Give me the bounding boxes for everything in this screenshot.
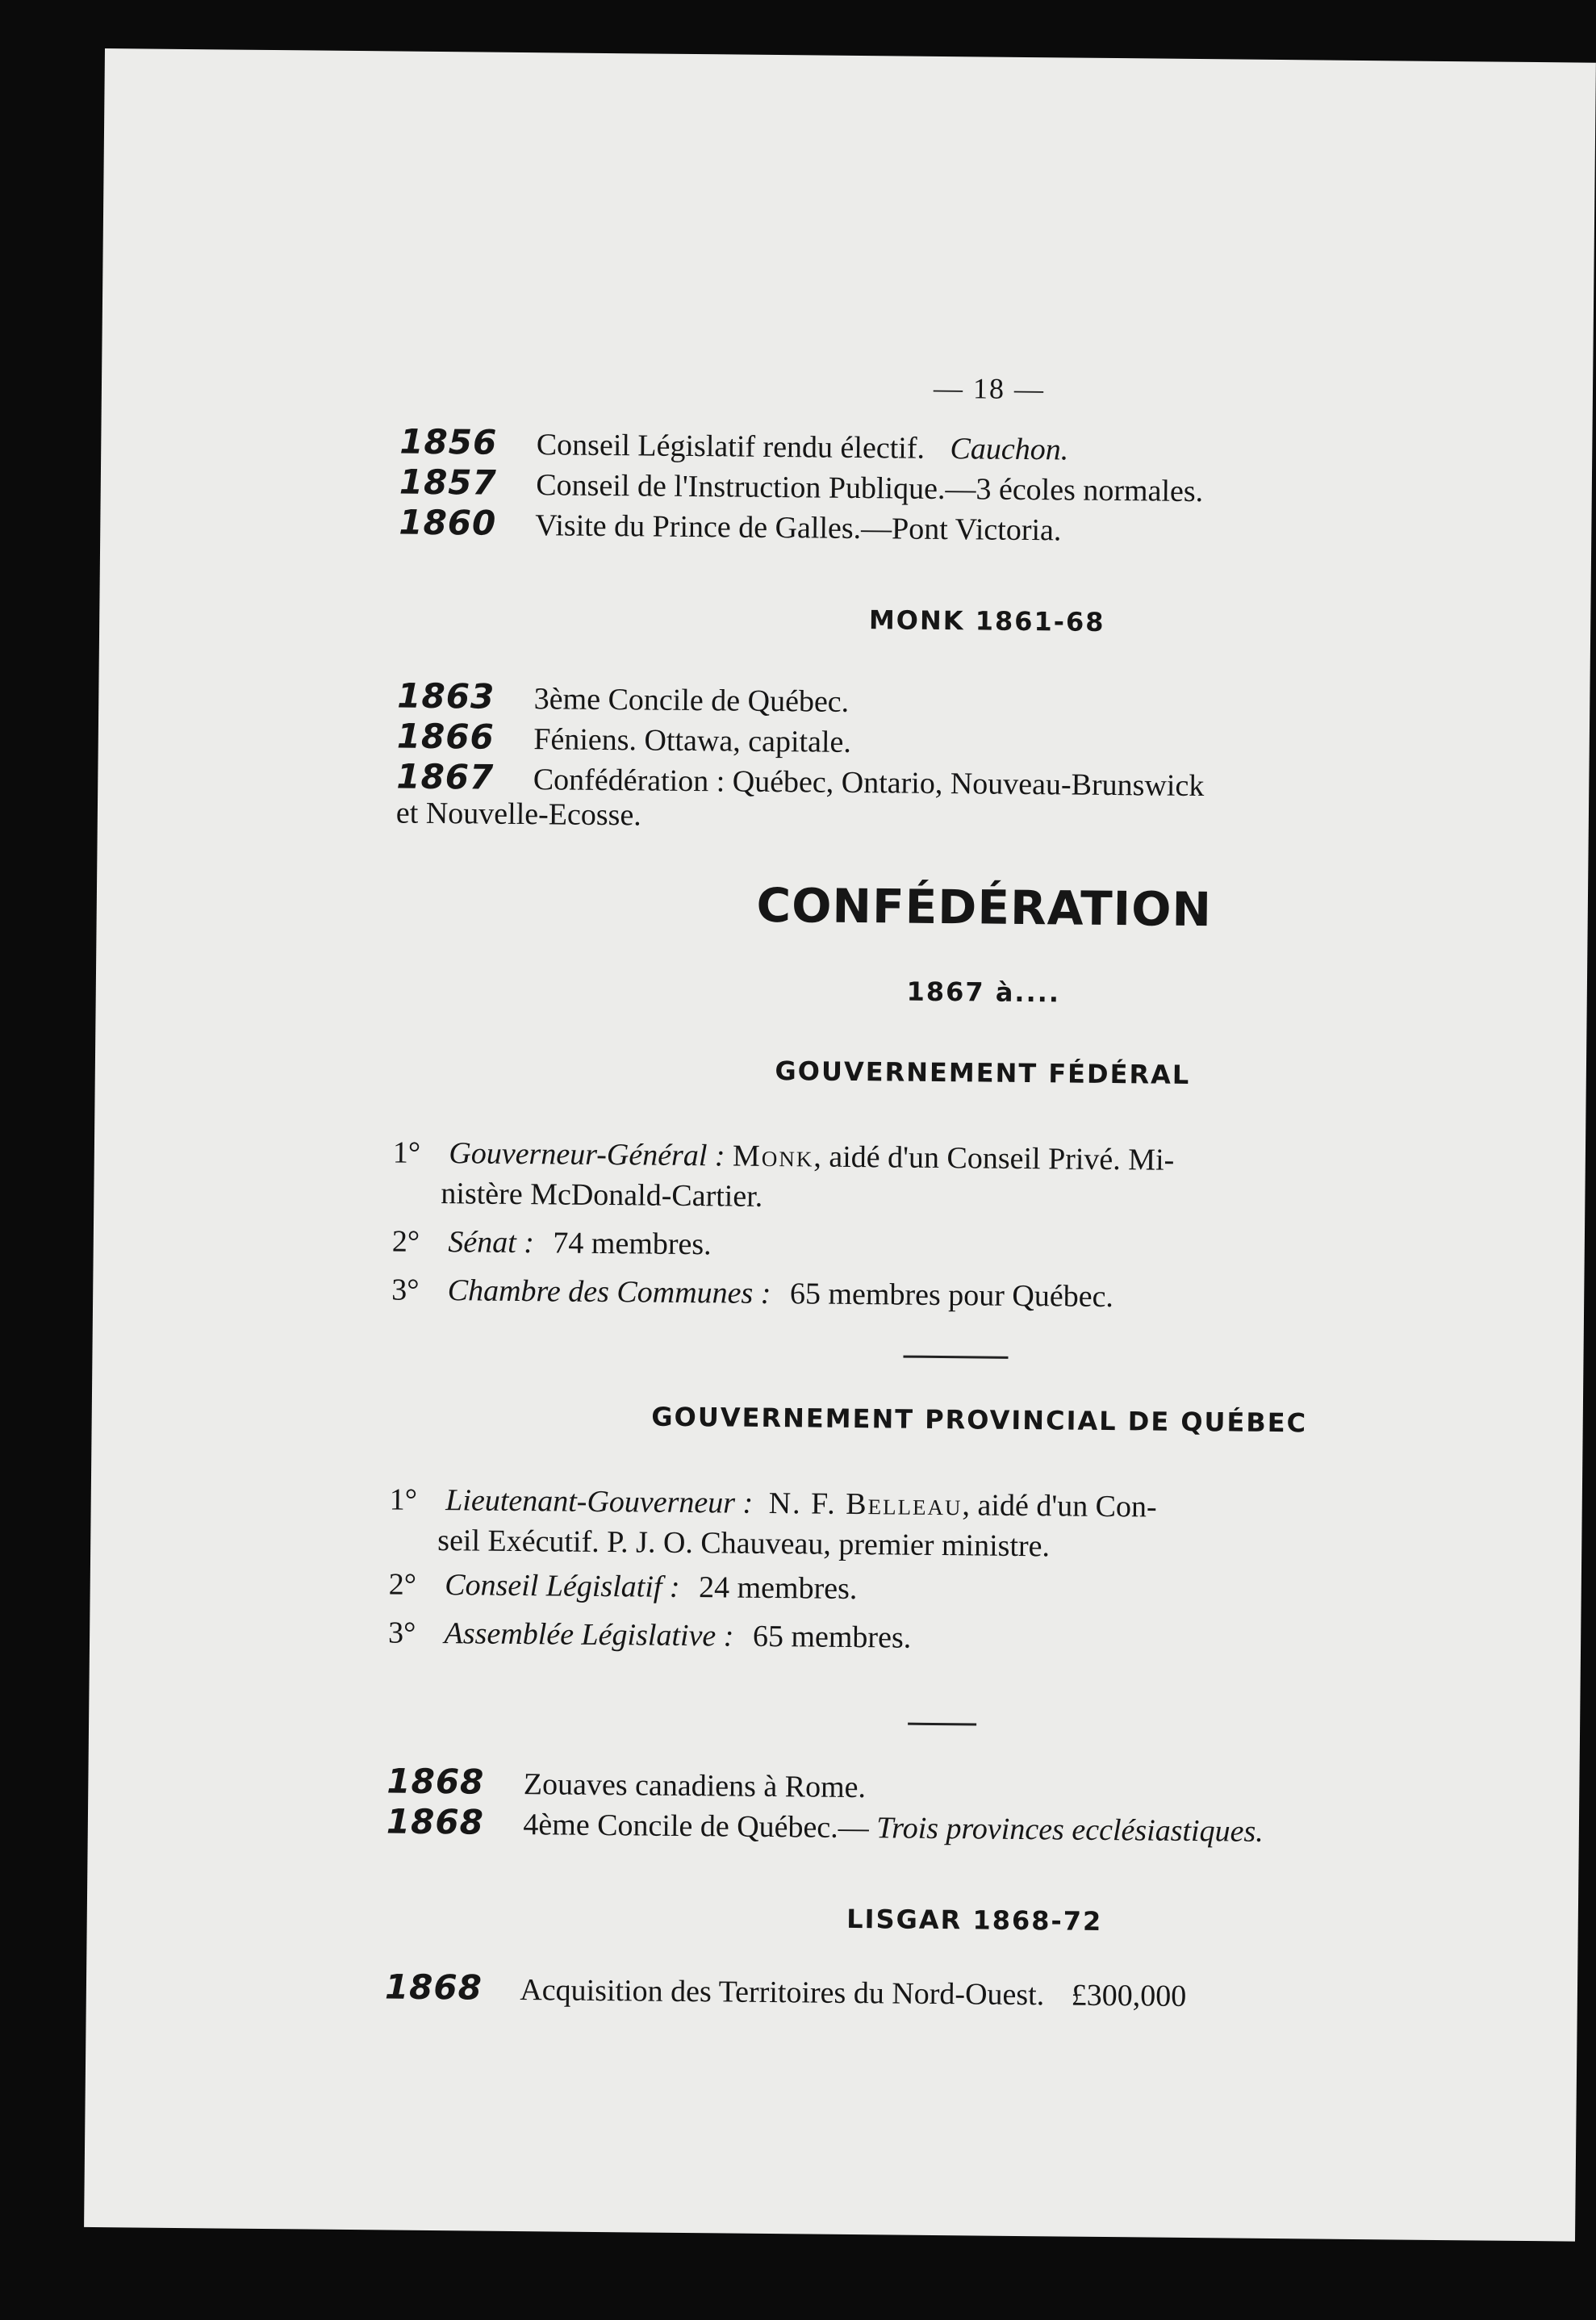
item-text: 65 membres.: [752, 1619, 912, 1655]
federal-item: [392, 1221, 1425, 1271]
page-content: [384, 310, 1579, 2013]
section-divider: [908, 1723, 976, 1726]
entry-year: 1868: [386, 1801, 485, 1842]
federal-item: [391, 1269, 1424, 1319]
section-heading-monk: MONK 1861-68: [868, 604, 1105, 637]
entry-year: 1863: [397, 675, 495, 717]
entry-year: 1868: [384, 1967, 483, 2008]
entry-text: 4ème Concile de Québec.—: [523, 1808, 869, 1846]
entry-year: 1868: [386, 1761, 485, 1802]
item-continuation: seil Exécutif. P. J. O. Chauveau, premier ministre.: [437, 1524, 1051, 1564]
provincial-heading: GOUVERNEMENT PROVINCIAL DE QUÉBEC: [651, 1401, 1308, 1439]
entry-text: Féniens. Ottawa, capitale.: [533, 722, 852, 759]
item-text: 65 membres pour Québec.: [789, 1277, 1114, 1315]
entry-note: Trois provinces ecclésiastiques.: [876, 1811, 1264, 1849]
item-number: 2°: [388, 1567, 417, 1602]
item-label: Gouverneur-Général :: [449, 1136, 725, 1173]
item-continuation: nistère McDonald-Cartier.: [441, 1177, 763, 1214]
item-label: Assemblée Législative :: [444, 1616, 734, 1653]
entry-year: 1860: [399, 502, 497, 543]
entry-text: Conseil de l'Instruction Publique.—3 écoles normales.: [536, 468, 1204, 509]
item-label: Lieutenant-Gouverneur :: [445, 1483, 754, 1520]
item-text: , aidé d'un Con-: [962, 1488, 1157, 1524]
item-text: 24 membres.: [698, 1570, 858, 1607]
entry-text: Confédération : Québec, Ontario, Nouveau-Brunswick: [533, 763, 1205, 804]
entry-text: Acquisition des Territoires du Nord-Ouest.: [520, 1973, 1045, 2013]
section-divider: [903, 1356, 1008, 1359]
confederation-subtitle: 1867 à....: [906, 976, 1061, 1009]
provincial-item: [388, 1612, 1421, 1662]
item-number: 1°: [389, 1482, 418, 1517]
page-number: — 18 —: [933, 371, 1046, 406]
provincial-item: [389, 1564, 1422, 1614]
entry-year: 1857: [399, 462, 497, 503]
timeline-entry: [385, 1967, 1563, 2019]
entry-year: 1867: [396, 756, 495, 797]
item-name: Monk: [732, 1139, 814, 1174]
item-number: 2°: [391, 1224, 420, 1259]
entry-note: Cauchon.: [950, 432, 1069, 467]
item-number: 3°: [391, 1273, 420, 1307]
item-label: Chambre des Communes :: [447, 1273, 771, 1310]
entry-text: Conseil Législatif rendu électif.: [536, 428, 925, 466]
book-page: [84, 48, 1596, 2242]
entry-year: 1866: [396, 716, 495, 757]
item-label: Conseil Législatif :: [445, 1568, 680, 1604]
item-label: Sénat :: [448, 1225, 535, 1260]
entry-year: 1856: [399, 421, 498, 462]
item-number: 3°: [387, 1616, 416, 1650]
item-text: , aidé d'un Conseil Privé. Mi-: [813, 1139, 1175, 1177]
item-text: 74 membres.: [553, 1226, 712, 1262]
federal-heading: GOUVERNEMENT FÉDÉRAL: [775, 1055, 1191, 1090]
confederation-title: CONFÉDÉRATION: [756, 877, 1213, 938]
item-name: N. F. Belleau: [768, 1486, 963, 1523]
section-heading-lisgar: LISGAR 1868-72: [846, 1903, 1103, 1937]
entry-text: Zouaves canadiens à Rome.: [523, 1767, 867, 1805]
item-number: 1°: [392, 1135, 421, 1170]
entry-text: Visite du Prince de Galles.—Pont Victoria.: [534, 508, 1062, 548]
entry-amount: £300,000: [1071, 1978, 1187, 2013]
entry-text: 3ème Concile de Québec.: [533, 682, 850, 719]
entry-continuation: et Nouvelle-Ecosse.: [395, 796, 641, 833]
